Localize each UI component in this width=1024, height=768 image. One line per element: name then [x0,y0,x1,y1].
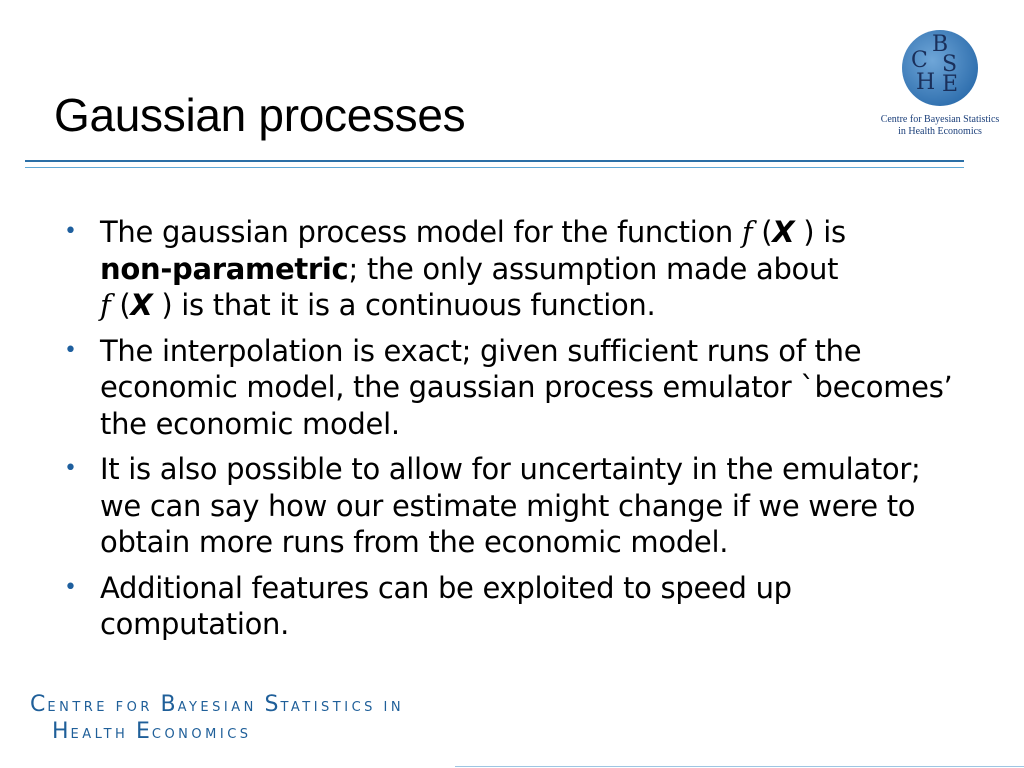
bullet-item [64,333,964,443]
footer-text: EALTH [70,727,136,742]
logo-caption-line2: in Health Economics [898,126,982,137]
bullet-text: ; the only assumption made about [348,251,839,286]
logo-letters [902,30,978,106]
footer-text: ENTRE FOR [47,700,161,715]
bullet-dot-icon: • [64,337,77,363]
bullet-item [64,570,964,643]
footer-line2 [30,720,404,747]
math-paren: ) is [794,215,846,249]
bullet-text: Additional features can be exploited to speed up computation. [100,570,792,641]
footer-text: CONOMICS [151,727,252,742]
slide-title: Gaussian processes [54,89,466,141]
math-x: X [130,288,153,322]
title-rule-thick [25,160,964,162]
footer-text: AYESIAN [177,700,265,715]
footer-cap: B [160,692,178,717]
footer-rule [455,766,1024,767]
bullet-text: It is also possible to allow for uncertainty in the emulator; we can say how our estimate might change if we were to obtain more runs from the economic model. [100,452,921,559]
logo-letter-s: S [942,52,958,77]
title-rule-thin [25,167,964,168]
logo-caption-line1: Centre for Bayesian Statistics [880,114,1000,125]
math-f: f [741,215,753,249]
bullet-dot-icon: • [64,574,77,600]
bullet-text: The gaussian process model for the function [100,215,742,249]
bullet-dot-icon: • [64,456,77,481]
math-x: X [772,215,795,249]
logo-letter-b: B [932,32,949,57]
logo-letter-h: H [916,70,936,95]
bullet-item [64,451,964,561]
logo-caption [874,114,1006,138]
footer-line1 [30,693,404,720]
bullet-item [64,214,964,324]
math-paren: ( [110,288,131,322]
bullet-text: The interpolation is exact; given sufficient runs of the economic model, the gaussian process emulator `becomes’ the economic model. [100,333,953,441]
bullet-text: ) is that it is a continuous function. [152,288,656,322]
footer-cap: H [52,719,71,744]
logo-letter-e: E [942,72,959,97]
footer-cap: S [264,692,281,717]
logo-letter-c: C [911,48,928,73]
footer-cap: E [135,719,152,744]
footer-text: TATISTICS IN [280,700,405,715]
math-f: f [100,288,111,322]
math-paren: ( [752,215,773,249]
bullet-list [64,214,964,652]
footer-wordmark [30,693,404,747]
bold-term: non-parametric [100,251,349,286]
footer-cap: C [30,692,48,717]
cbshe-logo [874,28,1006,143]
bullet-dot-icon: • [64,219,77,244]
